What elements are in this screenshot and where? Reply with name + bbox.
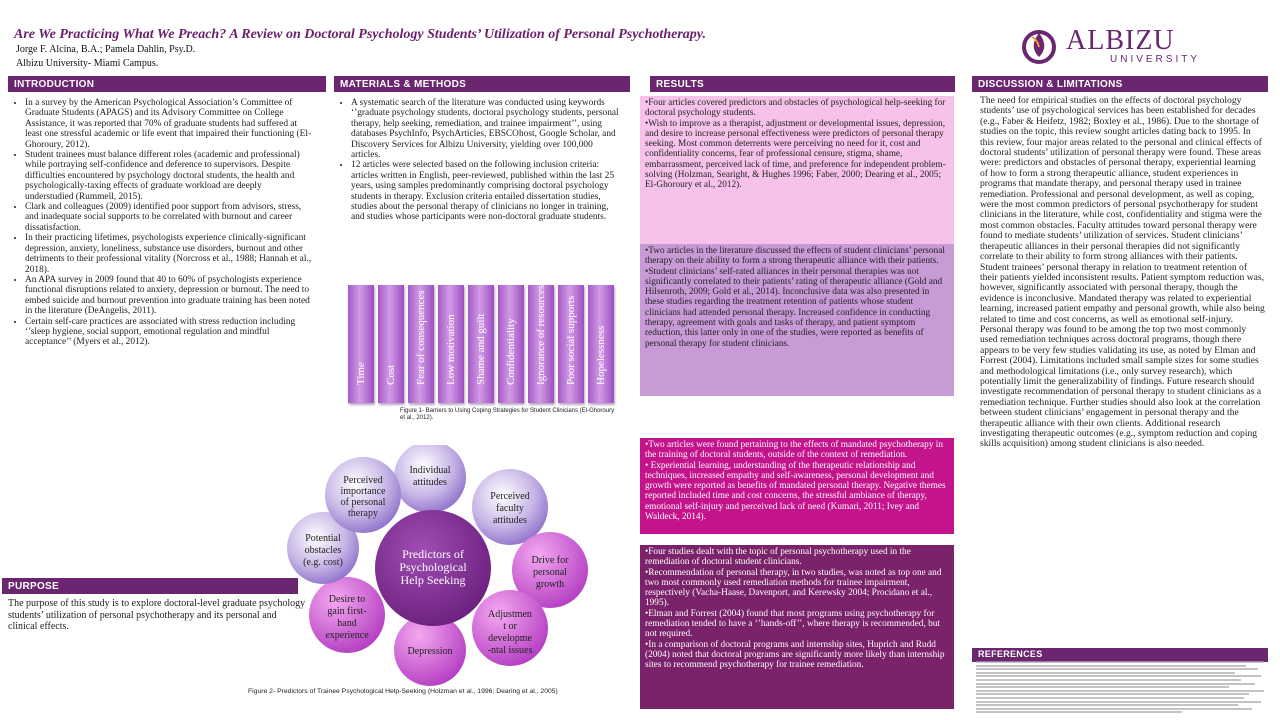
figure2-caption: Figure 2- Predictors of Trainee Psychological Help-Seeking (Holzman et al., 1996; Dearing et al., 2005) [248, 688, 558, 695]
poster-affiliation: Albizu University- Miami Campus. [16, 58, 159, 69]
barrier-bar [408, 285, 434, 403]
discussion-text: The need for empirical studies on the effects of doctoral psychology students’ use of psychological services has been established for decades (e.g., Faber & Heifetz, 1982; Boxley et al., 1986). Due to the shortage of studies on the topic, this review sought articles dating back to 1995. In this review, four major areas related to the personal and clinical effects of doctoral students’ utilization of personal therapy were found. These areas were: predictors and obstacles of personal therapy, experiential learning of how to form a strong therapeutic alliance, student experiences in programs that mandate therapy, and personal therapy used in trainee remediation. Professional and personal development, as well as coping, were the most common predictors of personal psychotherapy for student clinicians in the literature, while cost, confidentiality and stigma were the most common obstacles. Faculty attitudes toward personal therapy were found to mediate students’ utilization of services. Student clinicians’ therapeutic alliances in their personal therapies did not significantly correlate to their ability to form strong alliances with their patients. Student trainees’ personal therapy in relation to treatment retention of their patients yielded inconsistent results. Patient symptom reduction was, however, significantly associated with personal therapy, though the evidence is inconclusive. Mandated therapy was related to experiential learning, increased patient empathy and personal growth, while also being related to time and cost concerns, as well as emotional self-injury. Personal therapy was found to be among the top two most commonly used remediation techniques across doctoral programs, though there appears to be very few studies validating its use, as noted by Elman and Forrest (2004). Limitations included small sample sizes for some studies and methodological limitations (i.e., only survey research), which potentially limit the generalizability of findings. Future research should investigate recommendation of personal therapy to student clinicians as a remediation technique. Further studies should also look at the correlation between student clinicians’ engagement in personal therapy and the therapeutic alliance with their own clients. Additional research investigating therapeutic outcomes (e.g., symptom reduction and coping skills acquisition) among student clinicians is also needed. [980, 95, 1265, 450]
methods-bullet: • A systematic search of the literature was conducted using keywords ‘’graduate psychology students, doctoral psychology students, personal therapy, help seeking, remediation, and trainee impairment’’, using databases PsychInfo, PsychArticles, EBSCOhost, Google Scholar, and Discovery Services for Albizu University, yielding over 100,000 articles. [351, 98, 624, 160]
svg-text:Adjustment ordevelopme-ntal is: Adjustmen t or developme -ntal issues [487, 609, 533, 656]
results-text: •Two articles were found pertaining to the effects of mandated psychotherapy in the training of doctoral students, outside of the context of remediation. [645, 440, 944, 461]
barrier-bar [438, 285, 464, 403]
barrier-label: Ignorance of resources [535, 284, 547, 385]
intro-bullet: • An APA survey in 2009 found that 40 to 60% of psychologists experience functional disruptions related to anxiety, depression or burnout. The need to embed suicide and burnout prevention into graduate training has been noted in the literature (DeAngelis, 2011). [25, 275, 312, 317]
barrier-label: Fear of consequences [415, 290, 427, 385]
barrier-bar [348, 285, 374, 403]
results-text: •Two articles in the literature discussed the effects of student clinicians’ personal therapy on their ability to form a strong therapeutic alliance with their patients. [645, 246, 945, 267]
barrier-bar [528, 285, 554, 403]
figure1-caption: Figure 1- Barriers to Using Coping Strategies for Student Clinicians (El-Ghoroury et al., 2012). [400, 408, 615, 421]
figure1-barriers-chart [348, 285, 614, 405]
purpose-heading: PURPOSE [2, 578, 298, 594]
results-text: •Recommendation of personal therapy, in two studies, was noted as top one and two most commonly used remediation methods for trainee impairment, respectively (Vacha-Haase, Davenport, and Kerewsky 2004; Procidano et al., 1995). [645, 567, 942, 609]
introduction-section [12, 98, 312, 348]
barrier-label: Confidentiality [505, 318, 517, 385]
barrier-label: Low motivation [445, 314, 457, 385]
intro-bullet: • In a survey by the American Psychological Association’s Committee of Graduate Students (APAGS) and its Advisory Committee on College Assistance, it was reported that 70% of graduate students had suffered at least one stressful academic or life event that impaired their functioning (El-Ghoroury, 2012). [25, 98, 312, 150]
intro-bullet: • Certain self-care practices are associated with stress reduction including ‘’sleep hygiene, social support, emotional regulation and mindful acceptance’’ (Myers et al., 2012). [25, 317, 312, 348]
results-text: • Experiential learning, understanding of the therapeutic relationship and techniques, increased empathy and self-awareness, personal development and growth were reported as benefits of mandated personal therapy. Negative themes reported included time and cost concerns, the stressful ambiance of therapy, emotional self-injury and perceived lack of need (Kumari, 2011; Ivey and Waldeck, 2014). [645, 460, 946, 523]
results-box-predictors [640, 96, 954, 252]
poster-title: Are We Practicing What We Preach? A Review on Doctoral Psychology Students’ Utilization of Personal Psychotherapy. [14, 27, 706, 42]
figure2-predictors-diagram [285, 445, 655, 690]
results-text: •Elman and Forrest (2004) found that most programs using psychotherapy for remediation tended to have a ‘’hands-off’’, where therapy is recommended, but not required. [645, 608, 940, 640]
svg-text:Perceivedfacultyattitudes: Perceived faculty attitudes [490, 491, 530, 526]
svg-text:Predictors ofPsychologicalHelp: Predictors of Psychological Help Seeking [399, 547, 467, 587]
discussion-heading: DISCUSSION & LIMITATIONS [972, 76, 1268, 92]
barrier-label: Poor social supports [565, 295, 577, 385]
results-text: •Four articles covered predictors and obstacles of psychological help-seeking for doctoral psychology students. [645, 98, 946, 119]
methods-section [338, 98, 624, 223]
barrier-bar [558, 285, 584, 403]
barrier-bar [468, 285, 494, 403]
logo-subtitle: UNIVERSITY [1110, 54, 1201, 65]
logo-wordmark: ALBIZU [1066, 25, 1175, 56]
results-box-mandated [640, 438, 954, 534]
svg-text:Drive forpersonalgrowth: Drive for personal growth [531, 555, 569, 590]
references-heading: REFERENCES [972, 648, 1268, 662]
references-list [976, 661, 1270, 715]
svg-text:Desire togain first-handexperi: Desire to gain first-hand experience [325, 594, 369, 641]
intro-bullet: • In their practicing lifetimes, psychologists experience clinically-significant depression, anxiety, loneliness, substance use disorders, burnout and other detriments to their professional vitality (Norcross et al., 1988; Hannah et al., 2018). [25, 233, 312, 275]
results-box-remediation [640, 545, 954, 709]
barrier-label: Time [355, 362, 367, 385]
svg-text:Individualattitudes: Individual attitudes [409, 465, 451, 488]
barrier-label: Cost [385, 364, 397, 385]
barrier-label: Hopelessness [595, 325, 607, 385]
barrier-label: Shame and guilt [475, 313, 487, 385]
barrier-bar [378, 285, 404, 403]
svg-text:Perceivedimportanceof personal: Perceived importance of personal therapy [340, 475, 386, 519]
poster-authors: Jorge F. Alcina, B.A.; Pamela Dahlin, Psy.D. [16, 44, 196, 55]
barrier-bar [498, 285, 524, 403]
results-text: •Student clinicians’ self-rated alliances in their personal therapies was not significantly correlated to their patients’ rating of therapeutic alliance (Gold and Hilsenroth, 2009; Gold et al., 2014). Inconclusive data was also presented in these studies regarding the treatment retention of patients whose student clinicians had attended personal therapy. Increased confidence in conducting therapy, agreement with goals and tasks of therapy, and patient symptom reduction, this latter only in one of the studies, were reported as benefits of personal therapy for student clinicians. [645, 266, 943, 349]
purpose-text: The purpose of this study is to explore doctoral-level graduate psychology students’ utilization of personal psychotherapy and its personal and clinical effects. [8, 598, 306, 632]
methods-heading: MATERIALS & METHODS [334, 76, 630, 92]
barrier-bar [588, 285, 614, 403]
introduction-heading: INTRODUCTION [8, 76, 326, 92]
svg-text:Potentialobstacles(e.g. cost): Potential obstacles (e.g. cost) [303, 533, 343, 568]
methods-bullet: • 12 articles were selected based on the following inclusion criteria: articles written in English, peer-reviewed, published within the last 25 years, using samples predominantly comprising doctoral psychology students in therapy. Exclusion criteria entailed dissertation studies, studies about the personal therapy of clinicians no longer in training, and studies whose participants were non-doctoral graduate students. [351, 160, 624, 222]
svg-text:Depression: Depression [407, 646, 453, 657]
results-text: •Wish to improve as a therapist, adjustment or developmental issues, depression, and desire to increase personal effectiveness were predictors of personal therapy seeking. Most common deterrents were perceiving no need for it, cost and confidentiality concerns, fear of professional censure, stigma, shame, embarrassment, perceived lack of time, and preference for independent problem-solving (Holzman, Searight, & Hughes 1996; Faber, 2000; Dearing et al., 2005; El-Ghoroury et al., 2012). [645, 118, 946, 191]
results-text: •In a comparison of doctoral programs and internship sites, Huprich and Rudd (2004) noted that doctoral programs are significantly more likely than internship sites to recommend psychotherapy for trainee remediation. [645, 639, 945, 671]
results-text: •Four studies dealt with the topic of personal psychotherapy used in the remediation of doctoral student clinicians. [645, 547, 911, 568]
intro-bullet: • Clark and colleagues (2009) identified poor support from advisors, stress, and inadequate social supports to be correlated with burnout and career dissatisfaction. [25, 202, 312, 233]
intro-bullet: • Student trainees must balance different roles (academic and professional) while portraying self-confidence and deference to supervisors. Despite difficulties encountered by psychology doctoral students, the health and psychologically-taxing effects of graduate workload are deeply understudied (Rummell, 2015). [25, 150, 312, 202]
results-box-alliance [640, 244, 954, 396]
results-heading: RESULTS [650, 76, 955, 92]
